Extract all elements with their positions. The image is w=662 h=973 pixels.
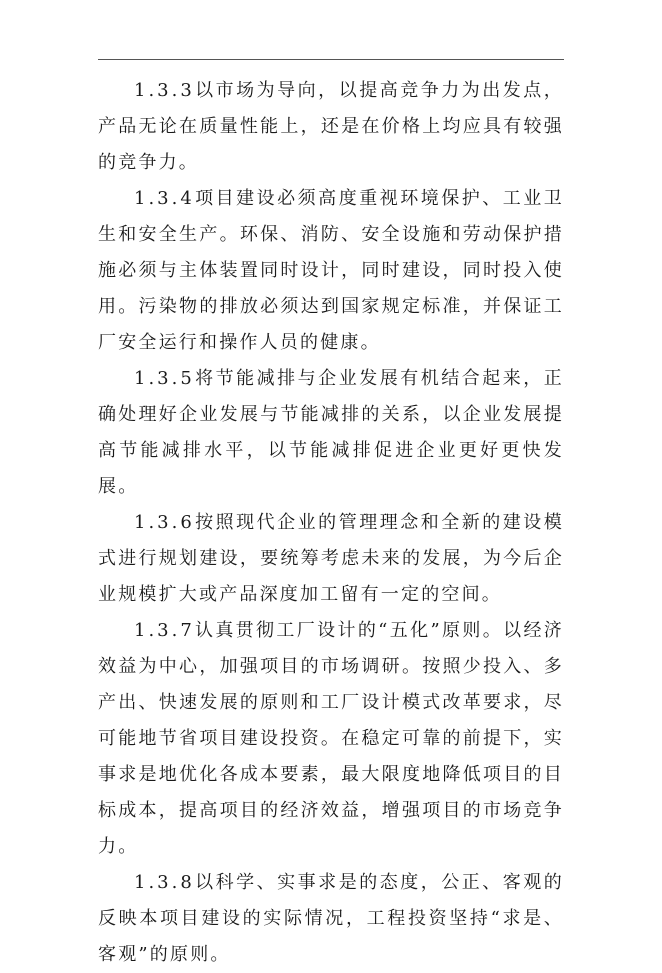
clause-text: 以市场为导向，以提高竞争力为出发点，产品无论在质量性能上，还是在价格上均应具有较强的竞争力。	[98, 80, 564, 173]
clause-number: 1.3.6	[134, 512, 195, 533]
clause-text: 认真贯彻工厂设计的“五化”原则。以经济效益为中心，加强项目的市场调研。按照少投入、多产出、快速发展的原则和工厂设计模式改革要求，尽可能地节省项目建设投资。在稳定可靠的前提下，实事求是地优化各成本要素，最大限度地降低项目的目标成本，提高项目的经济效益，增强项目的市场竞争力。	[98, 620, 564, 857]
header-rule	[98, 59, 564, 60]
clause-number: 1.3.5	[134, 368, 195, 389]
clause-number: 1.3.8	[134, 872, 195, 893]
document-body	[98, 73, 564, 973]
paragraph-1-3-4	[98, 181, 564, 361]
clause-number: 1.3.3	[134, 80, 195, 101]
clause-text: 按照现代企业的管理理念和全新的建设模式进行规划建设，要统筹考虑未来的发展，为今后企业规模扩大或产品深度加工留有一定的空间。	[98, 512, 564, 605]
clause-text: 以科学、实事求是的态度，公正、客观的反映本项目建设的实际情况，工程投资坚持“求是、客观”的原则。	[98, 872, 564, 965]
clause-number: 1.3.4	[134, 188, 195, 209]
clause-text: 项目建设必须高度重视环境保护、工业卫生和安全生产。环保、消防、安全设施和劳动保护措施必须与主体装置同时设计，同时建设，同时投入使用。污染物的排放必须达到国家规定标准，并保证工厂安全运行和操作人员的健康。	[98, 188, 564, 353]
paragraph-1-3-3	[98, 73, 564, 181]
paragraph-1-3-5	[98, 361, 564, 505]
paragraph-1-3-6	[98, 505, 564, 613]
clause-number: 1.3.7	[134, 620, 195, 641]
paragraph-1-3-8	[98, 865, 564, 973]
clause-text: 将节能减排与企业发展有机结合起来，正确处理好企业发展与节能减排的关系，以企业发展提高节能减排水平，以节能减排促进企业更好更快发展。	[98, 368, 564, 497]
paragraph-1-3-7	[98, 613, 564, 865]
